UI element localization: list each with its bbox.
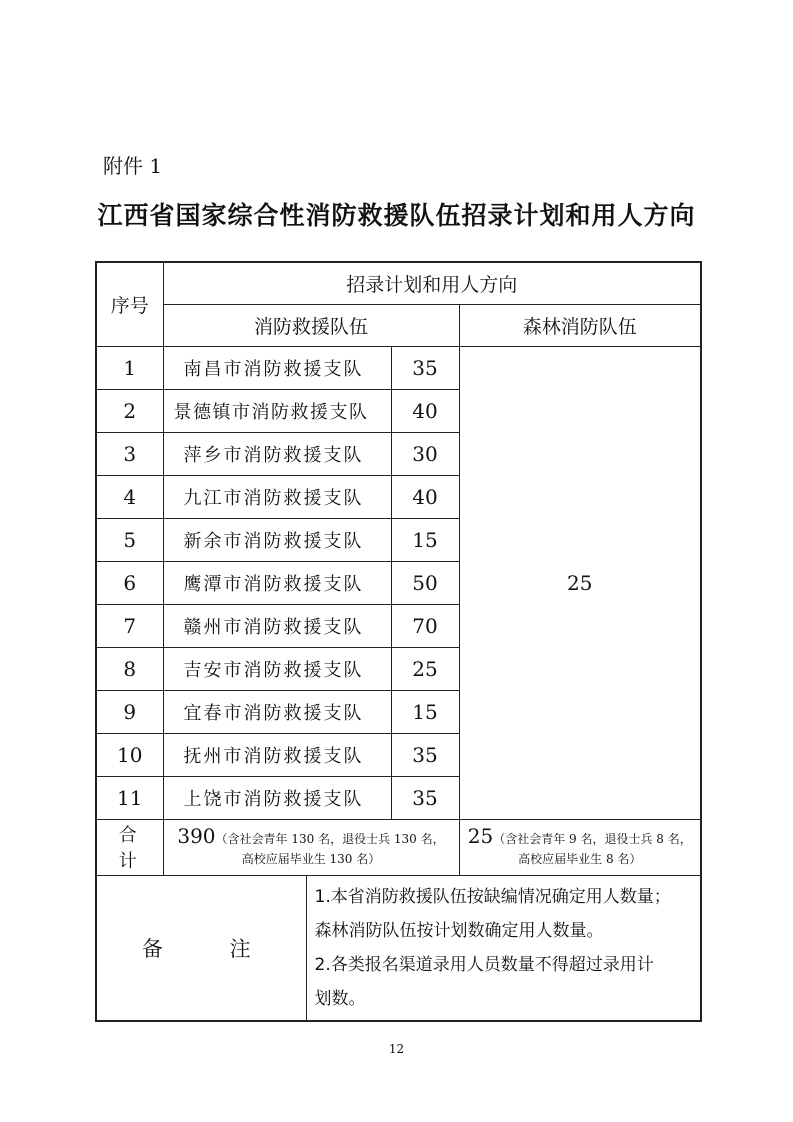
row-index: 9: [96, 690, 163, 733]
row-unit: 吉安市消防救援支队: [163, 647, 391, 690]
total-forest-cell: [459, 819, 701, 875]
table-row: [96, 346, 701, 389]
page-number: 12: [388, 1042, 405, 1056]
total-fire-note-1: （含社会青年 130 名，退役士兵 130 名，: [215, 831, 445, 846]
row-unit: 南昌市消防救援支队: [163, 346, 391, 389]
total-row: [96, 819, 701, 875]
row-count: 30: [391, 432, 459, 475]
row-unit: 九江市消防救援支队: [163, 475, 391, 518]
row-unit: 萍乡市消防救援支队: [163, 432, 391, 475]
row-count: 50: [391, 561, 459, 604]
row-index: 3: [96, 432, 163, 475]
row-unit: 鹰潭市消防救援支队: [163, 561, 391, 604]
total-forest-value: 25: [467, 823, 494, 848]
row-count: 25: [391, 647, 459, 690]
row-unit: 赣州市消防救援支队: [163, 604, 391, 647]
header-fire-team: 消防救援队伍: [163, 304, 459, 346]
row-index: 6: [96, 561, 163, 604]
remark-line: 2.各类报名渠道录用人员数量不得超过录用计: [314, 954, 654, 975]
row-unit: 新余市消防救援支队: [163, 518, 391, 561]
row-index: 4: [96, 475, 163, 518]
row-index: 11: [96, 776, 163, 819]
remark-line: 森林消防队伍按计划数确定用人数量。: [314, 920, 604, 941]
row-count: 70: [391, 604, 459, 647]
header-index: 序号: [96, 262, 163, 346]
row-index: 7: [96, 604, 163, 647]
forest-count: 25: [459, 346, 701, 819]
row-index: 2: [96, 389, 163, 432]
row-count: 35: [391, 733, 459, 776]
total-forest-note-2: 高校应届毕业生 8 名）: [518, 851, 642, 866]
total-fire-cell: [163, 819, 459, 875]
recruitment-plan-table: [95, 261, 702, 1022]
row-count: 40: [391, 475, 459, 518]
row-unit: 上饶市消防救援支队: [163, 776, 391, 819]
row-count: 35: [391, 346, 459, 389]
remarks-row: [96, 875, 701, 1021]
remark-line: 划数。: [314, 988, 366, 1009]
header-group: 招录计划和用人方向: [163, 262, 701, 304]
row-index: 1: [96, 346, 163, 389]
remarks-content: [306, 875, 701, 1021]
total-label: 合 计: [96, 819, 163, 875]
row-count: 15: [391, 518, 459, 561]
row-index: 8: [96, 647, 163, 690]
total-fire-value: 390: [177, 823, 216, 848]
row-unit: 抚州市消防救援支队: [163, 733, 391, 776]
attachment-label: 附件 1: [103, 154, 163, 178]
row-unit: 宜春市消防救援支队: [163, 690, 391, 733]
total-fire-note-2: 高校应届毕业生 130 名）: [241, 851, 381, 866]
row-index: 5: [96, 518, 163, 561]
remarks-label: 备 注: [96, 875, 306, 1021]
document-title: 江西省国家综合性消防救援队伍招录计划和用人方向: [97, 201, 696, 230]
row-count: 15: [391, 690, 459, 733]
remark-line: 1.本省消防救援队伍按缺编情况确定用人数量；: [314, 886, 671, 907]
header-forest-team: 森林消防队伍: [459, 304, 701, 346]
row-unit: 景德镇市消防救援支队: [163, 389, 391, 432]
row-index: 10: [96, 733, 163, 776]
row-count: 40: [391, 389, 459, 432]
total-forest-note-1: （含社会青年 9 名，退役士兵 8 名，: [493, 831, 692, 846]
row-count: 35: [391, 776, 459, 819]
